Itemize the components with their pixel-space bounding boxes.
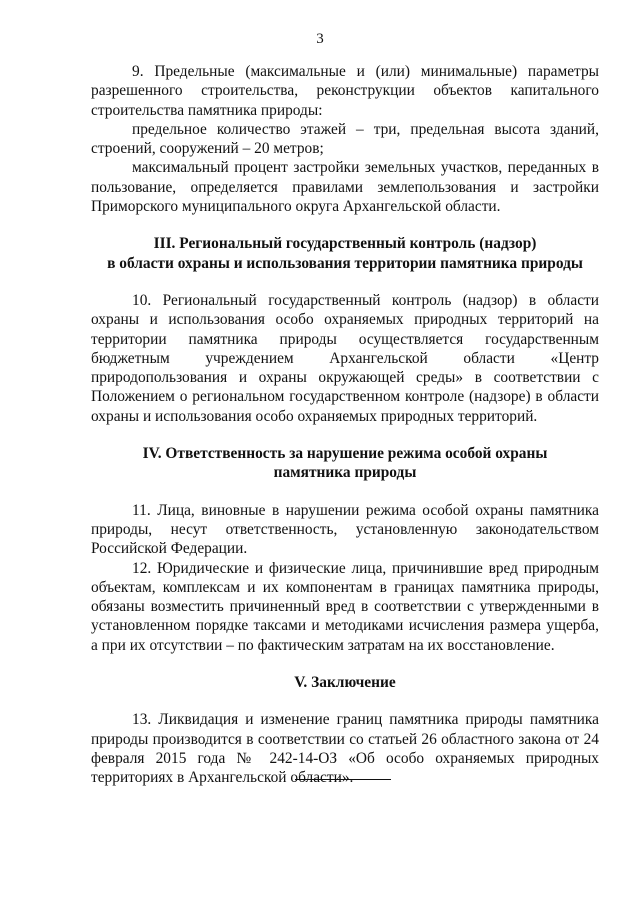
heading-line: в области охраны и использования территории памятника природы: [107, 254, 583, 272]
paragraph-item-10: 10. Региональный государственный контроль (надзор) в области охраны и использования особо охраняемых природных территорий на территории памятника природы осуществляется государственным бюджетным учреждением Архангельской области «Центр природопользования и охраны окружающей среды» в соответствии с Положением о региональном государственном контроле (надзоре) в области охраны и использования особо охраняемых природных территорий.: [91, 291, 599, 425]
heading-line: III. Региональный государственный контроль (надзор): [153, 235, 537, 253]
paragraph-item-11: 11. Лица, виновные в нарушении режима особой охраны памятника природы, несут ответственность, установленную законодательством Российской Федерации.: [91, 501, 599, 558]
heading-line: памятника природы: [273, 464, 417, 482]
heading-line: IV. Ответственность за нарушение режима особой охраны: [142, 445, 548, 463]
section-heading-iii: [91, 234, 599, 273]
heading-line: V. Заключение: [294, 674, 396, 692]
paragraph-building-percent: максимальный процент застройки земельных участков, переданных в пользование, определяется правилами землепользования и застройки Приморского муниципального округа Архангельской области.: [91, 159, 599, 216]
page-number: 3: [316, 31, 324, 47]
document-body: [91, 62, 599, 788]
paragraph-floors-limit: предельное количество этажей – три, предельная высота зданий, строений, сооружений – 20 метров;: [91, 120, 599, 158]
paragraph-item-12: 12. Юридические и физические лица, причинившие вред природным объектам, комплексам и их компонентам в границах памятника природы, обязаны возместить причиненный вред в соответствии с утвержденными в установленном порядке таксами и методиками исчисления размера ущерба, а при их отсутствии – по фактическим затратам на их восстановление.: [91, 559, 599, 654]
paragraph-item-9: 9. Предельные (максимальные и (или) минимальные) параметры разрешенного строительства, реконструкции объектов капитального строительства памятника природы:: [91, 63, 599, 119]
section-heading-v: [91, 673, 599, 692]
section-heading-iv: [91, 444, 599, 483]
closing-rule: [295, 779, 391, 780]
paragraph-item-13: 13. Ликвидация и изменение границ памятника природы памятника природы производится в соответствии со статьей 26 областного закона от 24 февраля 2015 года № 242-14-ОЗ «Об особо охраняемых природных территориях в Архангельской области».: [91, 711, 599, 787]
